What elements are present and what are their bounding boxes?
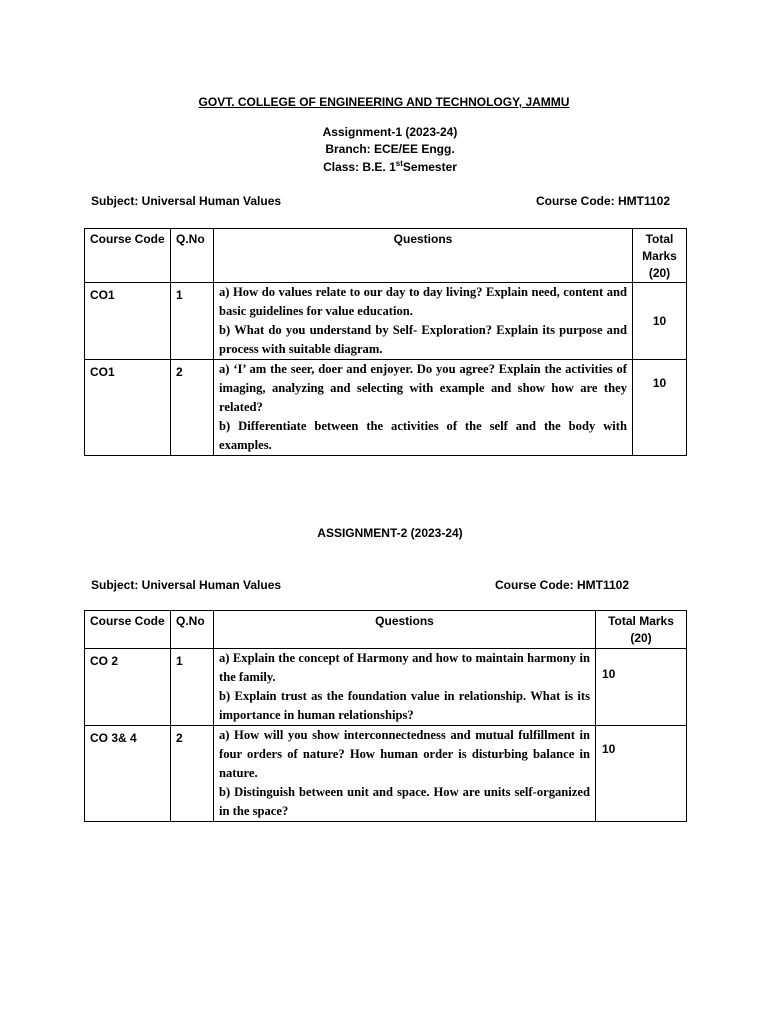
question-number-cell: 1 (171, 283, 214, 360)
column-header-course-code: Course Code (85, 611, 171, 649)
assignment-2-title: ASSIGNMENT-2 (2023-24) (317, 526, 463, 540)
question-number-cell: 2 (171, 726, 214, 822)
table-row (85, 649, 687, 726)
assignment-2-table (84, 610, 687, 822)
assignment-2-subject: Subject: Universal Human Values (91, 578, 282, 592)
question-part-b: b) What do you understand by Self- Exploration? Explain its purpose and process with suitable diagram. (219, 323, 627, 356)
table-row (85, 726, 687, 822)
table-row (85, 360, 687, 456)
assignment-1-subject: Subject: Universal Human Values (91, 194, 282, 208)
marks-cell: 10 (633, 360, 687, 456)
course-code-cell: CO1 (85, 360, 171, 456)
question-cell (214, 283, 633, 360)
column-header-total-marks: Total Marks (20) (633, 229, 687, 283)
marks-cell: 10 (596, 726, 687, 822)
table-row (85, 283, 687, 360)
branch-line: Branch: ECE/EE Engg. (325, 142, 455, 156)
question-number-cell: 1 (171, 649, 214, 726)
column-header-qno: Q.No (171, 611, 214, 649)
assignment-1-title: Assignment-1 (2023-24) (322, 125, 458, 139)
table-header-row (85, 611, 687, 649)
marks-cell: 10 (633, 283, 687, 360)
assignment-2-course-code: Course Code: HMT1102 (495, 578, 630, 592)
course-code-cell: CO1 (85, 283, 171, 360)
question-cell (214, 726, 596, 822)
assignment-1-table (84, 228, 687, 456)
column-header-questions: Questions (214, 229, 633, 283)
question-part-b: b) Distinguish between unit and space. How are units self-organized in the space? (219, 785, 590, 818)
question-part-b: b) Differentiate between the activities of the self and the body with examples. (219, 419, 627, 452)
question-part-a: a) Explain the concept of Harmony and how to maintain harmony in the family. (219, 651, 590, 684)
question-number-cell: 2 (171, 360, 214, 456)
question-part-a: a) ‘I’ am the seer, doer and enjoyer. Do you agree? Explain the activities of imaging, analyzing and selecting with example and show how are they related? (219, 362, 627, 414)
column-header-total-marks: Total Marks (20) (596, 611, 687, 649)
class-line: Class: B.E. 1stSemester (323, 159, 457, 174)
question-part-b: b) Explain trust as the foundation value in relationship. What is its importance in human relationships? (219, 689, 590, 722)
course-code-cell: CO 3& 4 (85, 726, 171, 822)
course-code-cell: CO 2 (85, 649, 171, 726)
column-header-course-code: Course Code (85, 229, 171, 283)
question-cell (214, 649, 596, 726)
question-part-a: a) How do values relate to our day to day living? Explain need, content and basic guidelines for value education. (219, 285, 627, 318)
column-header-questions: Questions (214, 611, 596, 649)
column-header-qno: Q.No (171, 229, 214, 283)
question-cell (214, 360, 633, 456)
college-name: GOVT. COLLEGE OF ENGINEERING AND TECHNOLOGY, JAMMU (198, 95, 570, 109)
question-part-a: a) How will you show interconnectedness and mutual fulfillment in four orders of nature? How human order is disturbing balance in nature. (219, 728, 590, 780)
table-header-row (85, 229, 687, 283)
assignment-1-course-code: Course Code: HMT1102 (536, 194, 671, 208)
marks-cell: 10 (596, 649, 687, 726)
